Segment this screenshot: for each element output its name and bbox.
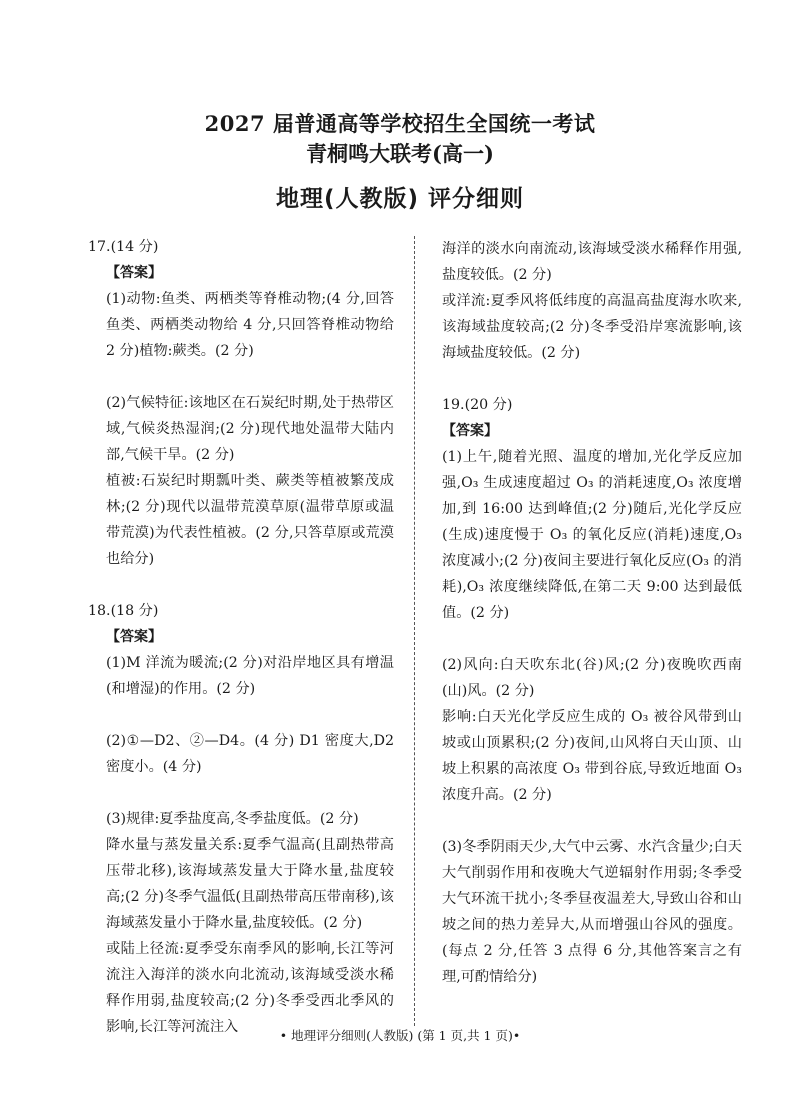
q19-part2-effect: 影响:白天光化学反应生成的 O₃ 被谷风带到山坡或山顶累积;(2 分)夜间,山风将白天山顶、山坡上积累的高浓度 O₃ 带到谷底,导致近地面 O₃ 浓度升高。(2 分): [442, 709, 742, 803]
q19-part1: (1)上午,随着光照、温度的增加,光化学反应加强,O₃ 生成速度超过 O₃ 的消耗速度,O₃ 浓度增加,到 16:00 达到峰值;(2 分)随后,光化学反应(生成)速度慢于 O₃ 的氧化反应(消耗)速度,O₃ 浓度减小;(2 分)夜间主要进行氧化反应(O₃ 的消耗),O₃ 浓度继续降低,在第二天 9:00 达到最低值。(2 分): [442, 449, 742, 621]
q19-part2: (2)风向:白天吹东北(谷)风;(2 分)夜晚吹西南(山)风。(2 分): [442, 657, 742, 699]
q18-part3-precip: 降水量与蒸发量关系:夏季气温高(且副热带高压带北移),该海域蒸发量大于降水量,盐度较高;(2 分)冬季气温低(且副热带高压带南移),该海域蒸发量小于降水量,盐度较低。(2 分): [106, 837, 394, 931]
q18-part3-runoff-cont: 海洋的淡水向南流动,该海域受淡水稀释作用强,盐度较低。(2 分): [442, 241, 742, 283]
q17-part3: 植被:石炭纪时期瓢叶类、蕨类等植被繁茂成林;(2 分)现代以温带荒漠草原(温带草原或温带荒漠)为代表性植被。(2 分,只答草原或荒漠也给分): [106, 473, 394, 567]
q17-part1: (1)动物:鱼类、两栖类等脊椎动物;(4 分,回答鱼类、两栖类动物给 4 分,只回答脊椎动物给 2 分)植物:蕨类。(2 分): [106, 291, 394, 359]
exam-subtitle: 青桐鸣大联考(高一): [306, 141, 494, 166]
q18-part3-runoff: 或陆上径流:夏季受东南季风的影响,长江等河流注入海洋的淡水向北流动,该海域受淡水稀释作用弱,盐度较高;(2 分)冬季受西北季风的影响,长江等河流注入: [106, 941, 394, 1035]
q18-part2: (2)①—D2、②—D4。(4 分) D1 密度大,D2 密度小。(4 分): [106, 733, 394, 775]
q18-part3-current: 或洋流:夏季风将低纬度的高温高盐度海水吹来,该海域盐度较高;(2 分)冬季受沿岸寒流影响,该海域盐度较低。(2 分): [442, 293, 742, 361]
q17-heading: 17.(14 分): [88, 239, 159, 255]
left-column: [88, 234, 394, 1040]
exam-title: 2027 届普通高等学校招生全国统一考试: [204, 111, 596, 136]
q17-part2: (2)气候特征:该地区在石炭纪时期,处于热带区域,气候炎热湿润;(2 分)现代地处温带大陆内部,气候干旱。(2 分): [106, 395, 394, 463]
q18-heading: 18.(18 分): [88, 603, 159, 619]
q19-heading: 19.(20 分): [442, 397, 513, 413]
q18-part3: (3)规律:夏季盐度高,冬季盐度低。(2 分): [106, 811, 359, 827]
q17-answer-label: 【答案】: [106, 265, 162, 281]
q18-part1: (1)M 洋流为暖流;(2 分)对沿岸地区具有增温(和增湿)的作用。(2 分): [106, 655, 394, 697]
column-divider: [414, 236, 415, 1026]
q19-answer-label: 【答案】: [442, 423, 498, 439]
page-footer: • 地理评分细则(人教版) (第 1 页,共 1 页)•: [279, 1028, 521, 1043]
right-column: [442, 236, 742, 990]
q19-part3: (3)冬季阴雨天少,大气中云雾、水汽含量少;白天大气削弱作用和夜晚大气逆辐射作用弱;冬季受大气环流干扰小;冬季昼夜温差大,导致山谷和山坡之间的热力差异大,从而增强山谷风的强度。(每点 2 分,任答 3 点得 6 分,其他答案言之有理,可酌情给分): [442, 839, 742, 985]
q18-answer-label: 【答案】: [106, 629, 162, 645]
page-title: 地理(人教版) 评分细则: [275, 186, 525, 212]
